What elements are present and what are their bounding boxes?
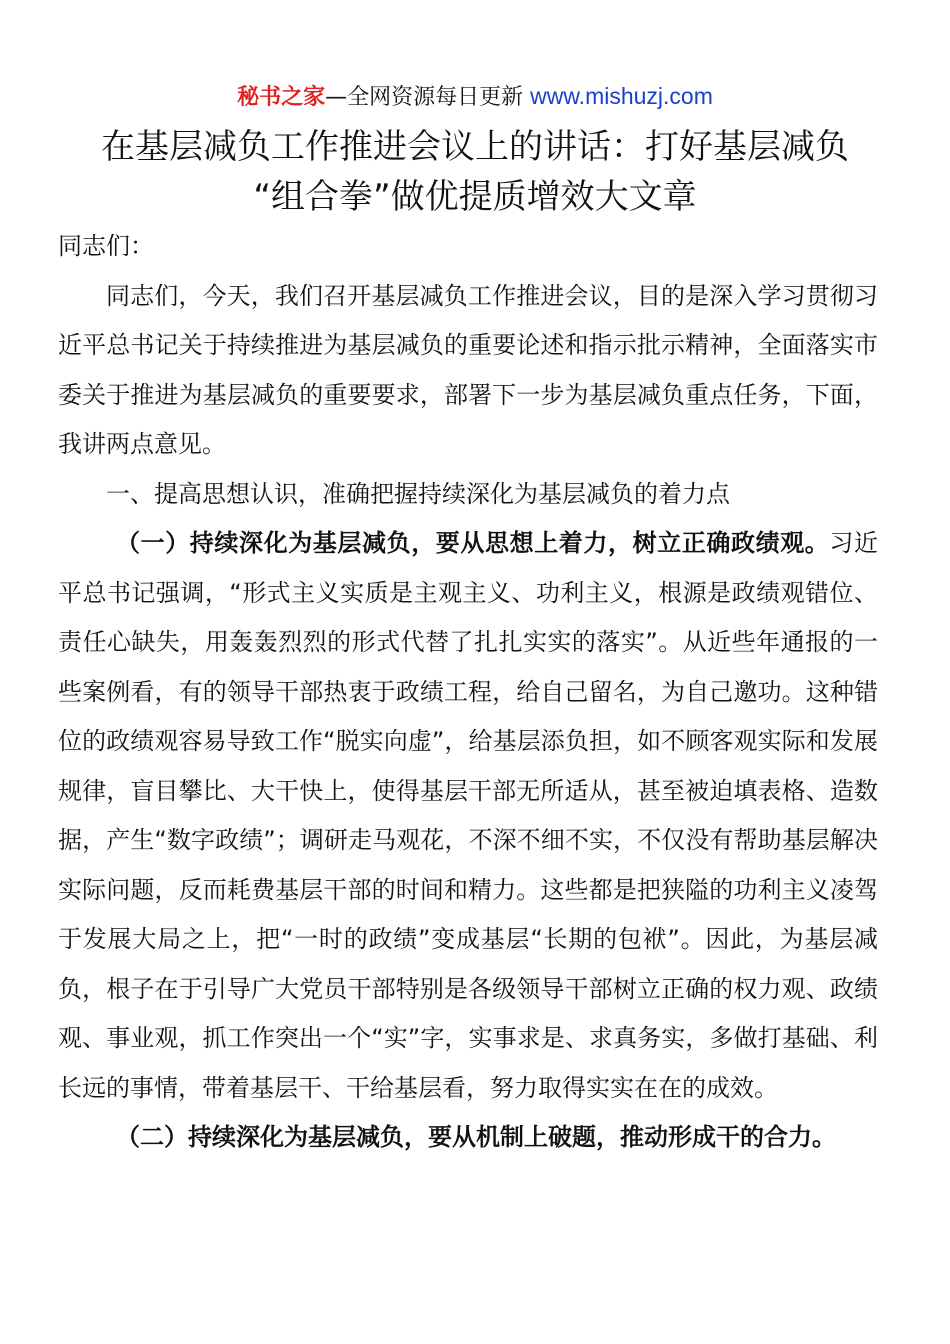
brand-name: 秘书之家 — [237, 85, 326, 110]
document-body — [58, 222, 878, 1163]
section-heading-1: 一、提高思想认识，准确把握持续深化为基层减负的着力点 — [106, 479, 730, 508]
site-url-link[interactable]: www.mishuzj.com — [530, 83, 713, 109]
subsection-2-heading: （二）持续深化为基层减负，要从机制上破题，推动形成干的合力。 — [116, 1123, 836, 1151]
site-header — [0, 80, 950, 114]
subsection-1-heading: （一）持续深化为基层减负，要从思想上着力，树立正确政绩观。 — [116, 529, 830, 557]
salutation: 同志们： — [58, 232, 154, 260]
subsection-1-text: 习近平总书记强调，“形式主义实质是主观主义、功利主义，根源是政绩观错位、责任心缺失，用轰轰烈烈的形式代替了扎扎实实的落实”。从近些年通报的一些案例看，有的领导干部热衷于政绩工程，给自己留名，为自己邀功。这种错位的政绩观容易导致工作“脱实向虚”，给基层添负担，如不顾客观实际和发展规律，盲目攀比、大干快上，使得基层干部无所适从，甚至被迫填表格、造数据，产生“数字政绩”；调研走马观花，不深不细不实，不仅没有帮助基层解决实际问题，反而耗费基层干部的时间和精力。这些都是把狭隘的功利主义凌驾于发展大局之上，把“一时的政绩”变成基层“长期的包袱”。因此，为基层减负，根子在于引导广大党员干部特别是各级领导干部树立正确的权力观、政绩观、事业观，抓工作突出一个“实”字，实事求是、求真务实，多做打基础、利长远的事情，带着基层干、干给基层看，努力取得实实在在的成效。 — [58, 529, 879, 1102]
title-line-2: “组合拳”做优提质增效大文章 — [253, 177, 697, 217]
intro-paragraph: 同志们，今天，我们召开基层减负工作推进会议，目的是深入学习贯彻习近平总书记关于持续推进为基层减负的重要论述和指示批示精神，全面落实市委关于推进为基层减负的重要要求，部署下一步为基层减负重点任务，下面，我讲两点意见。 — [58, 281, 878, 458]
header-tagline: —全网资源每日更新 — [325, 85, 531, 110]
subsection-1-paragraph — [58, 519, 878, 1113]
title-line-1: 在基层减负工作推进会议上的讲话：打好基层减负 — [101, 127, 849, 167]
document-title — [40, 122, 910, 222]
